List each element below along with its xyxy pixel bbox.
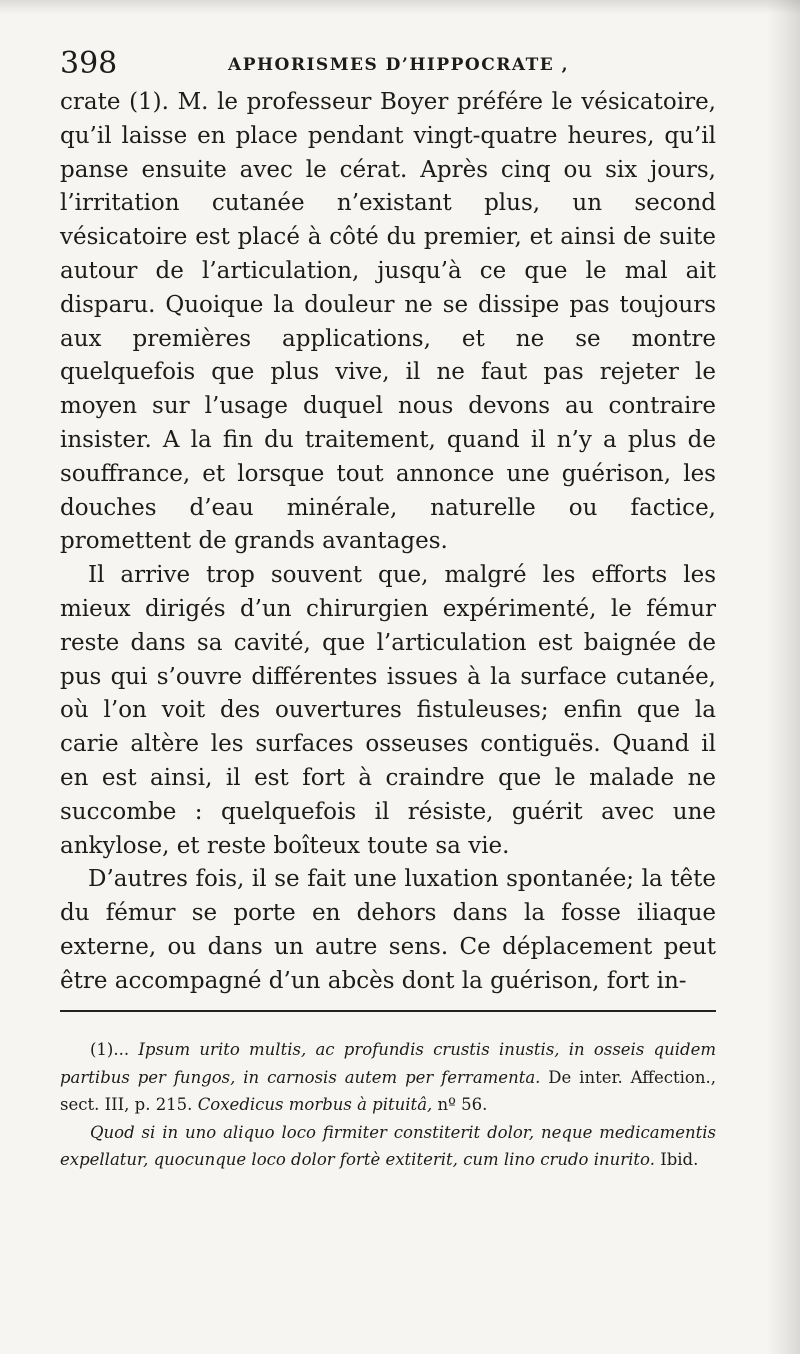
footnote-reference-title: Coxedicus morbus à pituitâ, — [197, 1095, 433, 1114]
paragraph: crate (1). M. le professeur Boyer préfére le vésicatoire, qu’il laisse en place pendant vingt-quatre heures, qu’il panse ensuite avec le cérat. Après cinq ou six jours, l’irritation cutanée n’existant plus, un second vésicatoire est placé à côté du premier, et ainsi de suite autour de l’articulation, jusqu’à ce que le mal ait disparu. Quoique la douleur ne se dissipe pas toujours aux premières applications, et ne se montre quelquefois que plus vive, il ne faut pas rejeter le moyen sur l’usage duquel nous devons au contraire insister. A la fin du traitement, quand il n’y a plus de souffrance, et lorsque tout annonce une guérison, les douches d’eau minérale, naturelle ou factice, promettent de grands avantages. — [60, 89, 716, 555]
footnote-latin-quote: Quod si in uno aliquo loco firmiter constiterit dolor, neque medicamentis expellatur, quocunque loco dolor fortè extiterit, cum lino crudo inurito. — [60, 1122, 716, 1169]
paragraph: Il arrive trop souvent que, malgré les efforts les mieux dirigés d’un chirurgien expérimenté, le fémur reste dans sa cavité, que l’articulation est baignée de pus qui s’ouvre différentes issues à la surface cutanée, où l’on voit des ouvertures fistuleuses; enfin que la carie altère les surfaces osseuses contiguës. Quand il en est ainsi, il est fort à craindre que le malade ne succombe : quelquefois il résiste, guérit avec une ankylose, et reste boîteux toute sa vie. — [60, 562, 716, 859]
paragraph: D’autres fois, il se fait une luxation spontanée; la tête du fémur se porte en dehors dans la fosse iliaque externe, ou dans un autre sens. Ce déplacement peut être accompagné d’un abcès dont la guérison, fort in- — [60, 866, 716, 994]
footnote-latin-quote: Ipsum urito multis, ac profundis crustis inustis, in osseis quidem partibus per fungos, in carnosis autem per ferramenta. — [60, 1040, 716, 1087]
footnote-reference: De inter. Affection., sect. III, p. 215. — [60, 1067, 716, 1114]
footnote-marker: (1)... — [90, 1040, 130, 1059]
page-number: 398 — [60, 46, 118, 81]
footnote-reference: Ibid. — [660, 1150, 699, 1169]
footnote-divider — [60, 1010, 716, 1012]
page-top-shadow — [0, 0, 800, 14]
footnote-reference-number: nº 56. — [437, 1095, 488, 1114]
footnote — [60, 1036, 716, 1119]
running-title: APHORISMES D’HIPPOCRATE , — [228, 55, 570, 75]
footnotes — [60, 1036, 716, 1174]
page-edge-shadow — [766, 0, 800, 1354]
main-text — [60, 86, 716, 999]
footnote — [60, 1119, 716, 1174]
page-header — [60, 44, 718, 84]
